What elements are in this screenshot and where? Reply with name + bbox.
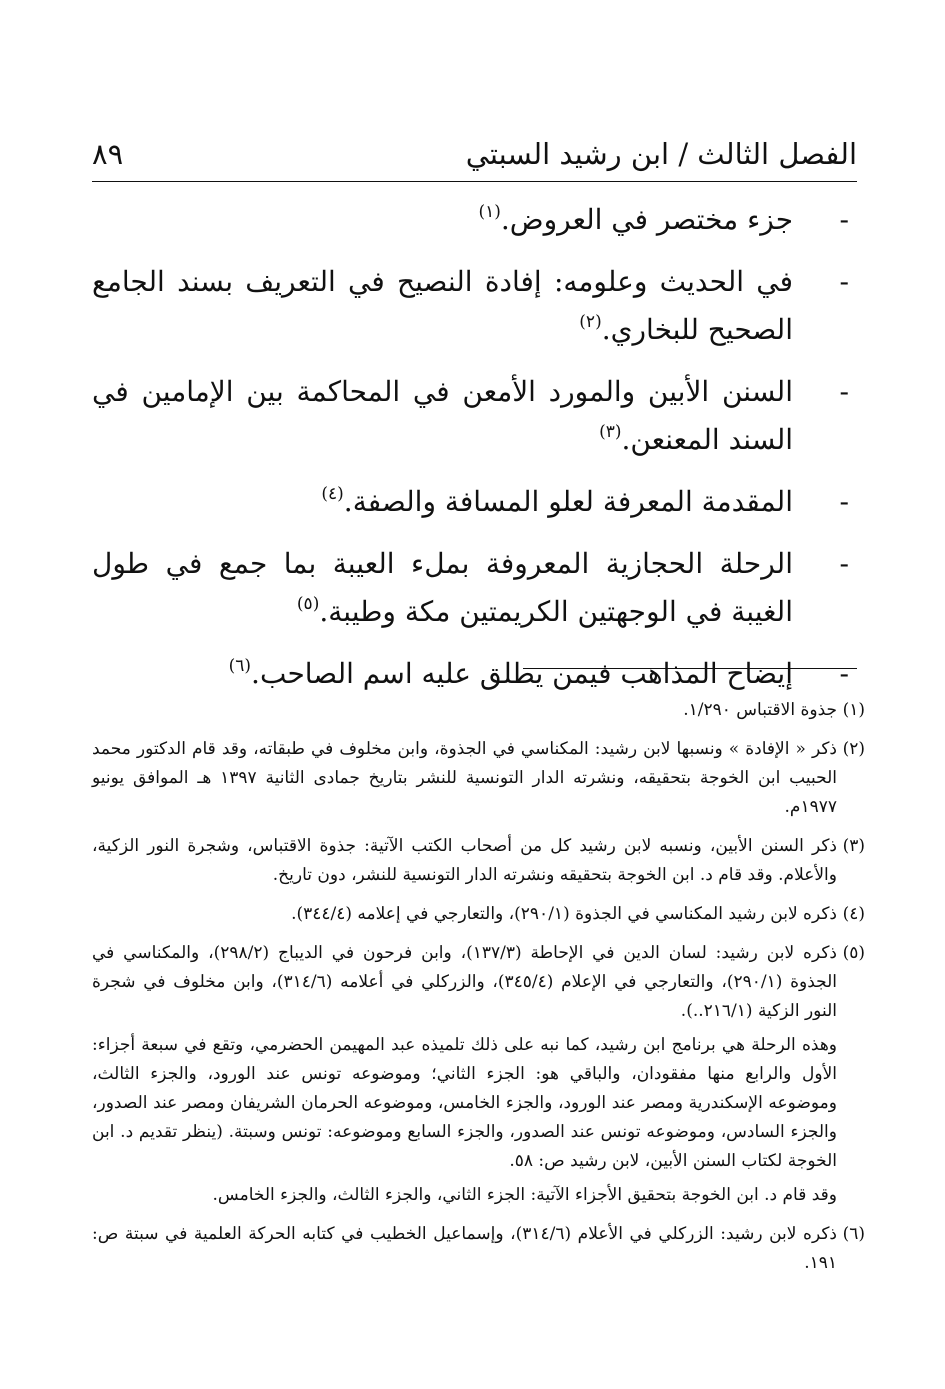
list-dash: -: [839, 547, 849, 580]
footnote-text: جذوة الاقتباس ١/٢٩٠.: [683, 700, 837, 720]
footnote-1: [92, 696, 865, 730]
footnote-4: [92, 900, 865, 934]
footnote-text: ذكره لابن رشيد: لسان الدين في الإحاطة (١٣٧/٣)، وابن فرحون في الديباج (٢٩٨/٢)، والمكناسي في الجذوة (٢٩٠/١)، والتعارجي في الإعلام (٣٤٥/٤)، والزركلي في أعلامه (٣١٤/٦)، وابن مخلوف في شجرة النور الزكية (٢١٦/١..).: [92, 943, 838, 1021]
list-dash: -: [839, 203, 849, 236]
work-item: [92, 478, 857, 526]
work-title: في الحديث وعلومه: إفادة النصيح في التعريف بسند الجامع الصحيح للبخاري.: [92, 265, 793, 346]
footnote-3: [92, 832, 865, 895]
footnote-body: [92, 900, 837, 934]
footnote-number: (٥): [842, 943, 865, 963]
footnote-reference: (١): [478, 202, 501, 222]
list-dash: -: [839, 657, 849, 690]
list-dash: -: [839, 375, 849, 408]
work-title: إيضاح المذاهب فيمن يطلق عليه اسم الصاحب.: [251, 657, 793, 690]
footnote-number: (٦): [842, 1224, 865, 1244]
list-dash: -: [839, 485, 849, 518]
footnote-reference: (٥): [296, 594, 320, 614]
work-item: [92, 196, 857, 244]
footnote-reference: (٣): [599, 422, 622, 442]
work-item: [92, 258, 857, 354]
chapter-title: الفصل الثالث / ابن رشيد السبتي: [465, 137, 857, 171]
work-title: المقدمة المعرفة لعلو المسافة والصفة.: [343, 485, 793, 518]
footnote-text: ذكره لابن رشيد المكناسي في الجذوة (٢٩٠/١)، والتعارجي في إعلامه (٣٤٤/٤).: [291, 904, 837, 924]
work-title: الرحلة الحجازية المعروفة بملء العيبة بما جمع في طول الغيبة في الوجهتين الكريمتين مكة وطيبة.: [92, 547, 793, 628]
footnote-5: [92, 939, 865, 1215]
footnote-text: وقد قام د. ابن الخوجة بتحقيق الأجزاء الآتية: الجزء الثاني، والجزء الثالث، والجزء الخامس.: [212, 1185, 837, 1205]
footnote-reference: (٢): [579, 312, 602, 332]
footnote-number: (١): [842, 700, 865, 720]
footnote-6: [92, 1220, 865, 1283]
footnote-number: (٤): [842, 904, 865, 924]
footnote-body: [92, 1220, 837, 1283]
footnote-number: (٣): [842, 836, 865, 856]
footnote-text: ذكره لابن رشيد: الزركلي في الأعلام (٣١٤/٦)، وإسماعيل الخطيب في كتابه الحركة العلمية في سبتة ص: ١٩١.: [92, 1224, 837, 1273]
footnote-number: (٢): [842, 739, 865, 759]
footnote-body: [92, 696, 837, 730]
list-dash: -: [839, 265, 849, 298]
page-number: ٨٩: [92, 137, 124, 171]
page-header: [92, 118, 857, 174]
footnote-text: ذكر السنن الأبين، ونسبه لابن رشيد كل من أصحاب الكتب الآتية: جذوة الاقتباس، وشجرة النور الزكية، والأعلام. وقد قام د. ابن الخوجة بتحقيقه ونشرته الدار التونسية للنشر، دون تاريخ.: [92, 836, 837, 885]
footnote-divider: [523, 668, 857, 669]
work-title: السنن الأبين والمورد الأمعن في المحاكمة بين الإمامين في السند المعنعن.: [92, 375, 793, 456]
footnote-body: [92, 735, 837, 827]
footnote-2: [92, 735, 865, 827]
footnote-body: [92, 832, 837, 895]
work-item: [92, 368, 857, 464]
header-divider: [92, 181, 857, 182]
footnotes: [92, 696, 865, 1288]
footnote-text: ذكر « الإفادة » ونسبها لابن رشيد: المكناسي في الجذوة، وابن مخلوف في طبقاته، وقد قام الدكتور محمد الحبيب ابن الخوجة بتحقيقه، ونشرته الدار التونسية للنشر بتاريخ جمادى الثانية ١٣٩٧ هـ الموافق يونيو ١٩٧٧م.: [92, 739, 837, 817]
work-item: [92, 540, 857, 636]
footnote-text: وهذه الرحلة هي برنامج ابن رشيد، كما نبه على ذلك تلميذه عبد المهيمن الحضرمي، وتقع في سبعة أجزاء: الأول والرابع منها مفقودان، والباقي هو: الجزء الثاني؛ وموضوعه تونس عند الورود، والجزء الثالث، وموضوعه الإسكندرية ومصر عند الورود، والجزء الخامس، وموضوعه الحرمان الشريفان ومصر عند الصدور، والجزء السادس، وموضوعه تونس عند الصدور، والجزء السابع وموضوعه: تونس وسبتة. (ينظر تقديم د. ابن الخوجة لكتاب السنن الأبين، لابن رشيد ص: ٥٨.: [92, 1035, 837, 1171]
work-title: جزء مختصر في العروض.: [500, 203, 793, 236]
footnote-reference: (٤): [321, 484, 344, 504]
footnote-body: [92, 939, 837, 1215]
footnote-reference: (٦): [228, 656, 252, 676]
works-list: [92, 196, 857, 712]
work-item: [92, 650, 857, 698]
